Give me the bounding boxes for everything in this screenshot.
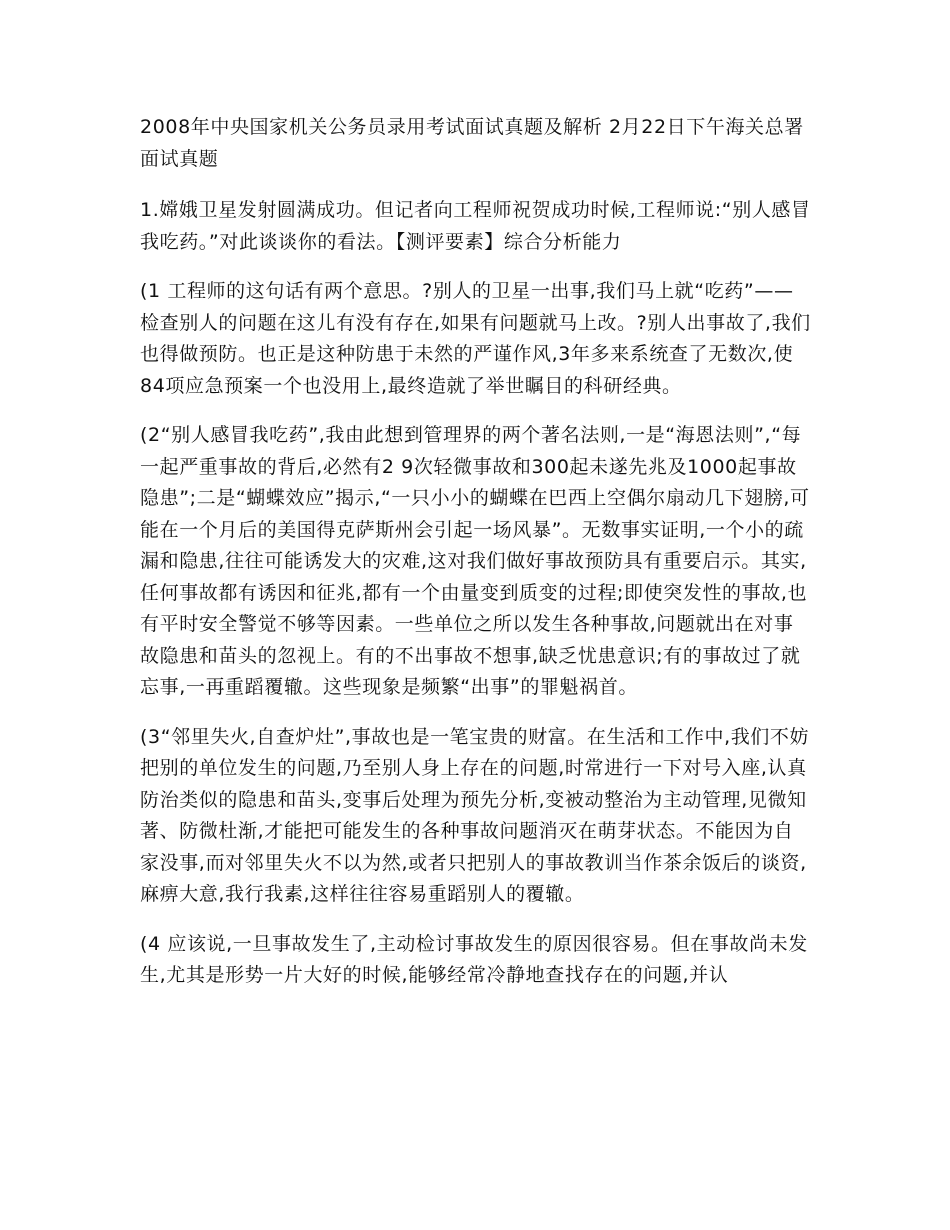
document-page <box>140 112 812 1010</box>
answer-paragraph-3: (3“邻里失火,自查炉灶”,事故也是一笔宝贵的财富。在生活和工作中,我们不妨把别的单位发生的问题,乃至别人身上存在的问题,时常进行一下对号入座,认真防治类似的隐患和苗头,变事后处理为预先分析,变被动整治为主动管理,见微知著、防微杜渐,才能把可能发生的各种事故问题消灭在萌芽状态。不能因为自家没事,而对邻里失火不以为然,或者只把别人的事故教训当作茶余饭后的谈资,麻痹大意,我行我素,这样往往容易重蹈别人的覆辙。 <box>140 725 810 905</box>
answer-paragraph-4: (4 应该说,一旦事故发生了,主动检讨事故发生的原因很容易。但在事故尚未发生,尤其是形势一片大好的时候,能够经常冷静地查找存在的问题,并认 <box>140 932 808 986</box>
answer-paragraph-1: (1 工程师的这句话有两个意思。?别人的卫星一出事,我们马上就“吃药”——检查别人的问题在这儿有没有存在,如果有问题就马上改。?别人出事故了,我们也得做预防。也正是这种防患于未然的严谨作风,3年多来系统查了无数次,使84项应急预案一个也没用上,最终造就了举世瞩目的科研经典。 <box>140 280 811 397</box>
answer-paragraph-2: (2“别人感冒我吃药”,我由此想到管理界的两个著名法则,一是“海恩法则”,“每一起严重事故的背后,必然有2 9次轻微事故和300起未遂先兆及1000起事故隐患”;二是“蝴蝶效应”揭示,“一只小小的蝴蝶在巴西上空偶尔扇动几下翅膀,可能在一个月后的美国得克萨斯州会引起一场风暴”。无数事实证明,一个小的疏漏和隐患,往往可能诱发大的灾难,这对我们做好事故预防具有重要启示。其实,任何事故都有诱因和征兆,都有一个由量变到质变的过程;即使突发性的事故,也有平时安全警觉不够等因素。一些单位之所以发生各种事故,问题就出在对事故隐患和苗头的忽视上。有的不出事故不想事,缺乏忧患意识;有的事故过了就忘事,一再重蹈覆辙。这些现象是频繁“出事”的罪魁祸首。 <box>140 424 810 698</box>
question-paragraph: 1.嫦娥卫星发射圆满成功。但记者向工程师祝贺成功时候,工程师说:“别人感冒我吃药。”对此谈谈你的看法。【测评要素】综合分析能力 <box>140 199 811 253</box>
document-title: 2008年中央国家机关公务员录用考试面试真题及解析 2月22日下午海关总署面试真题 <box>140 116 804 170</box>
